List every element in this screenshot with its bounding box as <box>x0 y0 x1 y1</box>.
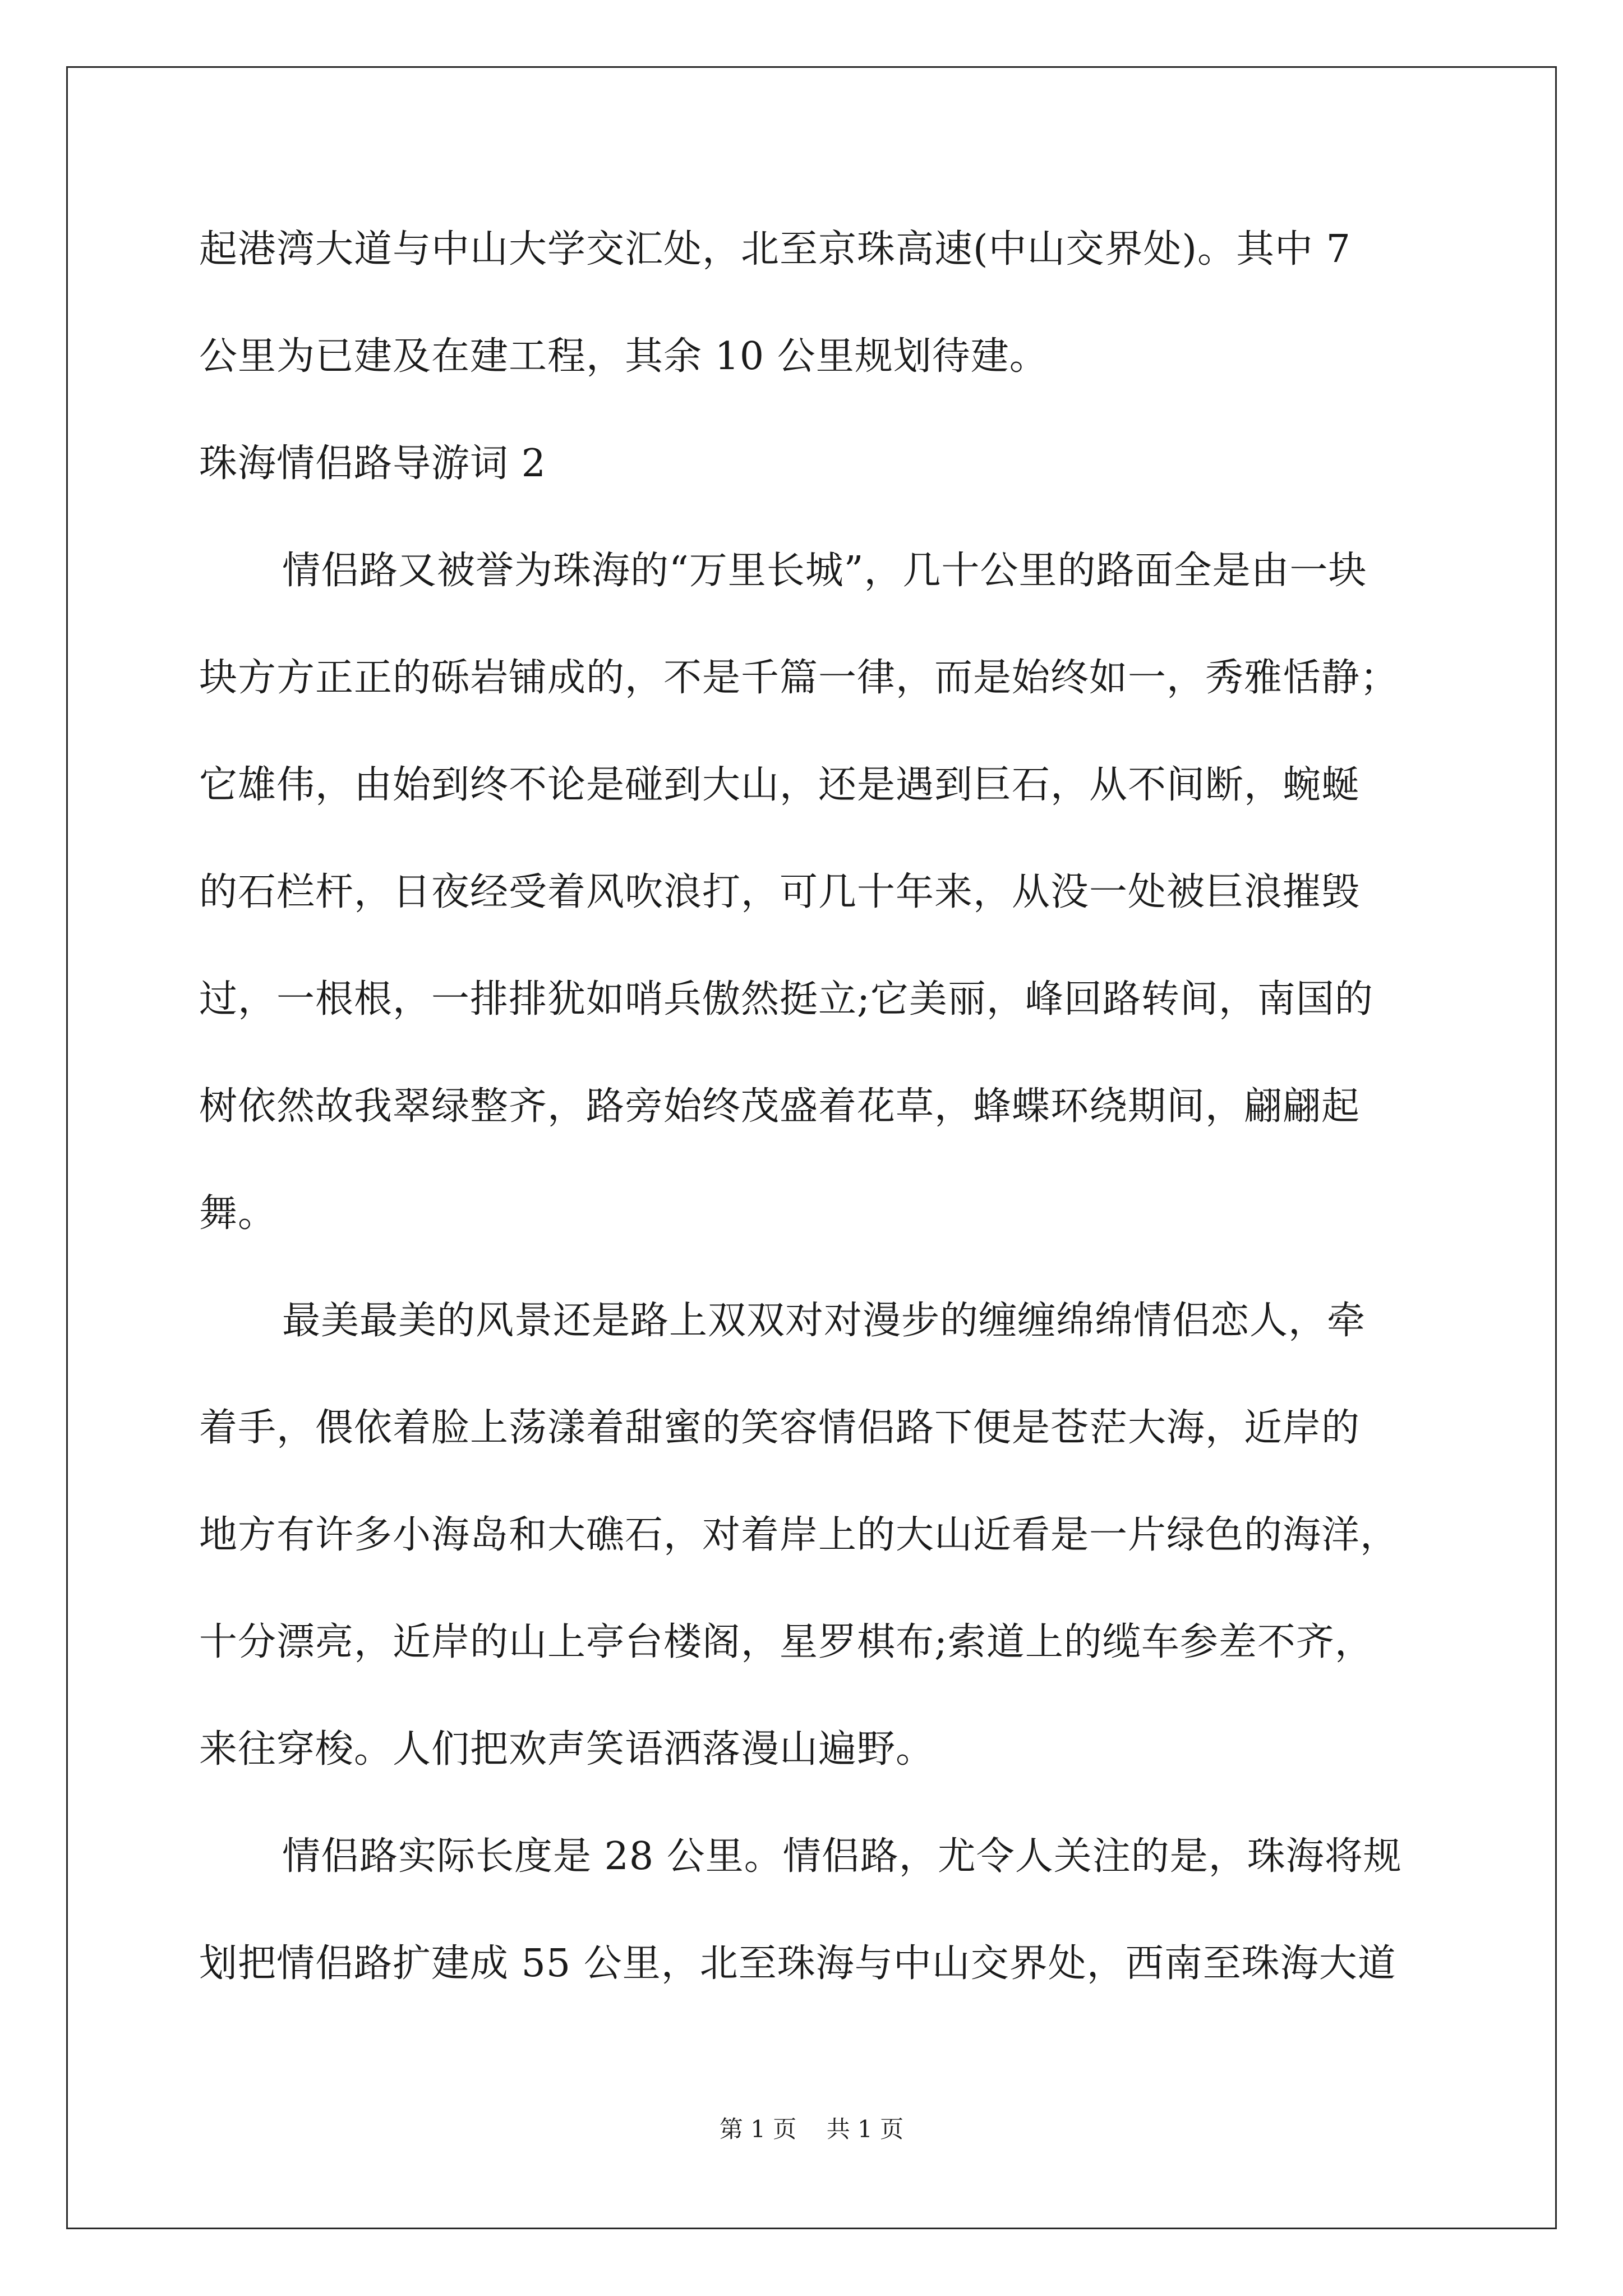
text-line: 情侣路实际长度是 28 公里。情侣路，尤令人关注的是，珠海将规 <box>282 1834 1402 1879</box>
text-line: 十分漂亮，近岸的山上亭台楼阁，星罗棋布;索道上的缆车参差不齐， <box>199 1620 1373 1664</box>
text-line: 舞。 <box>199 1191 277 1236</box>
text-line: 情侣路又被誉为珠海的“万里长城”，几十公里的路面全是由一块 <box>282 549 1367 593</box>
text-line: 珠海情侣路导游词 2 <box>199 441 546 486</box>
text-line: 划把情侣路扩建成 55 公里，北至珠海与中山交界处，西南至珠海大道 <box>199 1941 1396 1986</box>
page-footer: 第 1 页 共 1 页 <box>719 2115 904 2143</box>
text-line: 的石栏杆，日夜经受着风吹浪打，可几十年来，从没一处被巨浪摧毁 <box>199 870 1361 914</box>
text-line: 着手，偎依着脸上荡漾着甜蜜的笑容情侣路下便是苍茫大海，近岸的 <box>199 1406 1361 1450</box>
text-line: 地方有许多小海岛和大礁石，对着岸上的大山近看是一片绿色的海洋， <box>199 1513 1399 1557</box>
text-line: 起港湾大道与中山大学交汇处，北至京珠高速(中山交界处)。其中 7 <box>199 227 1351 272</box>
text-line: 公里为已建及在建工程，其余 10 公里规划待建。 <box>199 334 1048 379</box>
text-line: 它雄伟，由始到终不论是碰到大山，还是遇到巨石，从不间断，蜿蜒 <box>199 763 1361 807</box>
text-line: 树依然故我翠绿整齐，路旁始终茂盛着花草，蜂蝶环绕期间，翩翩起 <box>199 1084 1361 1129</box>
document-body <box>199 216 1472 2037</box>
text-line: 过，一根根，一排排犹如哨兵傲然挺立;它美丽，峰回路转间，南国的 <box>199 977 1373 1022</box>
text-line: 来往穿梭。人们把欢声笑语洒落漫山遍野。 <box>199 1727 935 1772</box>
text-line: 块方方正正的砾岩铺成的，不是千篇一律，而是始终如一，秀雅恬静； <box>199 656 1399 700</box>
text-line: 最美最美的风景还是路上双双对对漫步的缠缠绵绵情侣恋人，牵 <box>282 1299 1366 1343</box>
